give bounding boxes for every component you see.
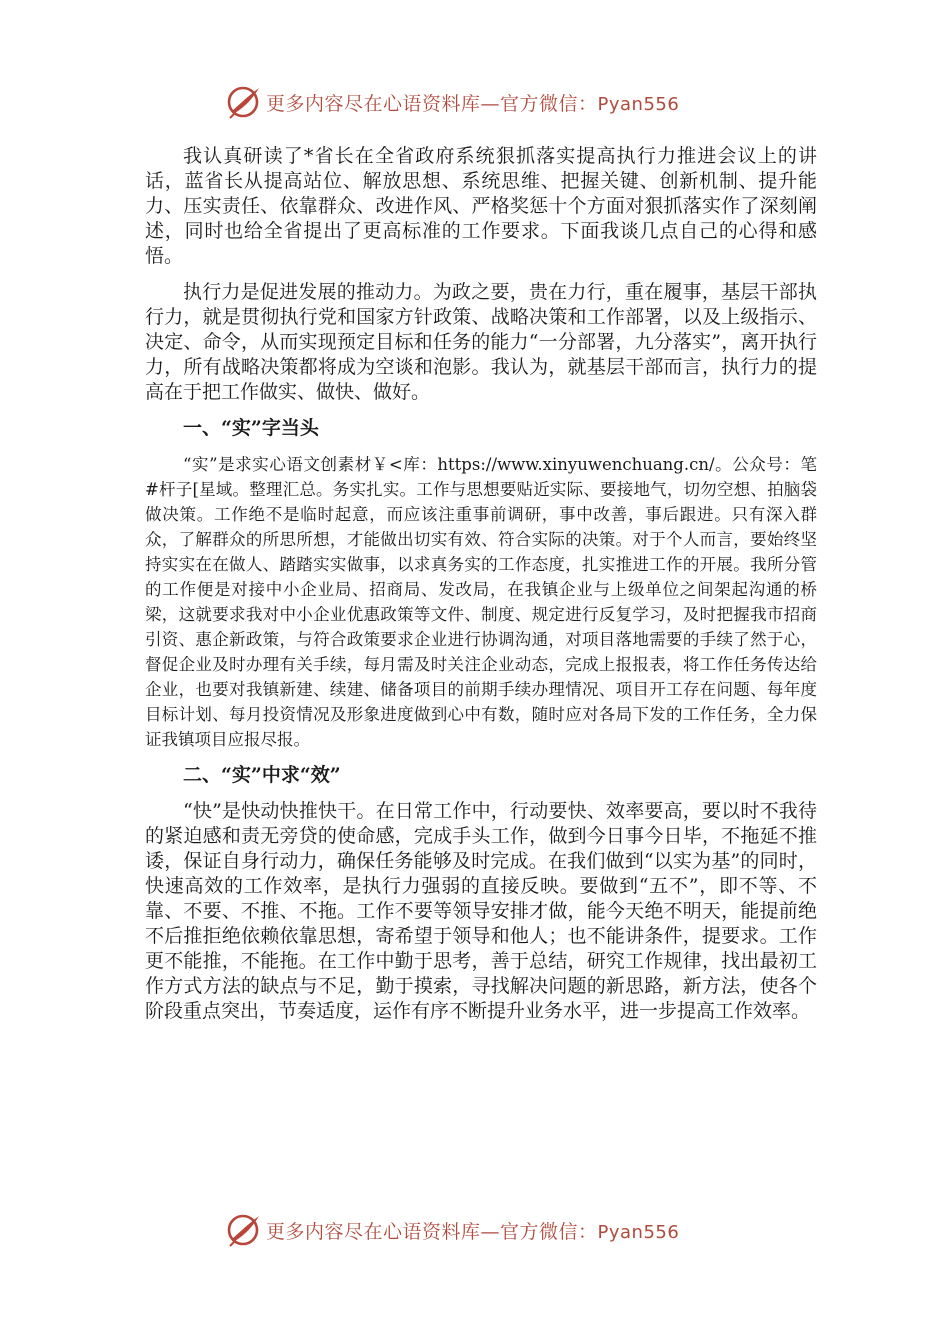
section-2-paragraph: “快”是快动快推快干。在日常工作中，行动要快、效率要高，要以时不我待的紧迫感和责无旁贷的使命感，完成手头工作，做到今日事今日毕，不拖延不推诿，保证自身行动力，确保任务能够及时完成。在我们做到“以实为基”的同时，快速高效的工作效率，是执行力强弱的直接反映。要做到“五不”，即不等、不靠、不要、不推、不拖。工作不要等领导安排才做，能今天绝不明天，能提前绝不后推拒绝依赖依靠思想，寄希望于领导和他人；也不能讲条件，提要求。工作更不能推，不能拖。在工作中勤于思考，善于总结，研究工作规律，找出最初工作方式方法的缺点与不足，勤于摸索，寻找解决问题的新思路，新方法，使各个阶段重点突出，节奏适度，运作有序不断提升业务水平，进一步提高工作效率。 — [145, 800, 817, 1022]
banner-text — [266, 89, 679, 116]
section-heading-1: 一、“实”字当头 — [183, 417, 319, 439]
quill-logo-icon — [226, 1212, 262, 1248]
execution-paragraph: 执行力是促进发展的推动力。为政之要，贵在力行，重在履事，基层干部执行力，就是贯彻执行党和国家方针政策、战略决策和工作部署，以及上级指示、决定、命令，从而实现预定目标和任务的能力“一分部署，九分落实”，离开执行力，所有战略决策都将成为空谈和泡影。我认为，就基层干部而言，执行力的提高在于把工作做实、做快、做好。 — [145, 281, 817, 403]
banner-text — [266, 1217, 679, 1244]
banner-wechat-id: Pyan556 — [597, 93, 680, 115]
banner-label: 更多内容尽在心语资料库—官方微信： — [266, 1220, 598, 1243]
section-heading-2: 二、“实”中求“效” — [183, 764, 341, 786]
header-banner — [226, 84, 679, 120]
footer-banner — [226, 1212, 679, 1248]
section-1-paragraph: “实”是求实心语文创素材￥<库：https://www.xinyuwenchuang.cn/。公众号：笔#杆子[星域。整理汇总。务实扎实。工作与思想要贴近实际、要接地气，切勿空想、拍脑袋做决策。工作绝不是临时起意，而应该注重事前调研，事中改善，事后跟进。只有深入群众，了解群众的所思所想，才能做出切实有效、符合实际的决策。对于个人而言，要始终坚持实实在在做人、踏踏实实做事，以求真务实的工作态度，扎实推进工作的开展。我所分管的工作便是对接中小企业局、招商局、发改局，在我镇企业与上级单位之间架起沟通的桥梁，这就要求我对中小企业优惠政策等文件、制度、规定进行反复学习，及时把握我市招商引资、惠企新政策，与符合政策要求企业进行协调沟通，对项目落地需要的手续了然于心，督促企业及时办理有关手续，每月需及时关注企业动态，完成上报报表，将工作任务传达给企业，也要对我镇新建、续建、储备项目的前期手续办理情况、项目开工存在问题、每年度目标计划、每月投资情况及形象进度做到心中有数，随时应对各局下发的工作任务，全力保证我镇项目应报尽报。 — [145, 455, 817, 749]
banner-label: 更多内容尽在心语资料库—官方微信： — [266, 92, 598, 115]
intro-paragraph: 我认真研读了*省长在全省政府系统狠抓落实提高执行力推进会议上的讲话，蓝省长从提高站位、解放思想、系统思维、把握关键、创新机制、提升能力、压实责任、依靠群众、改进作风、严格奖惩十个方面对狠抓落实作了深刻阐述，同时也给全省提出了更高标准的工作要求。下面我谈几点自己的心得和感悟。 — [145, 145, 817, 267]
banner-wechat-id: Pyan556 — [597, 1221, 680, 1243]
quill-logo-icon — [226, 84, 262, 120]
document-body — [145, 144, 817, 1024]
